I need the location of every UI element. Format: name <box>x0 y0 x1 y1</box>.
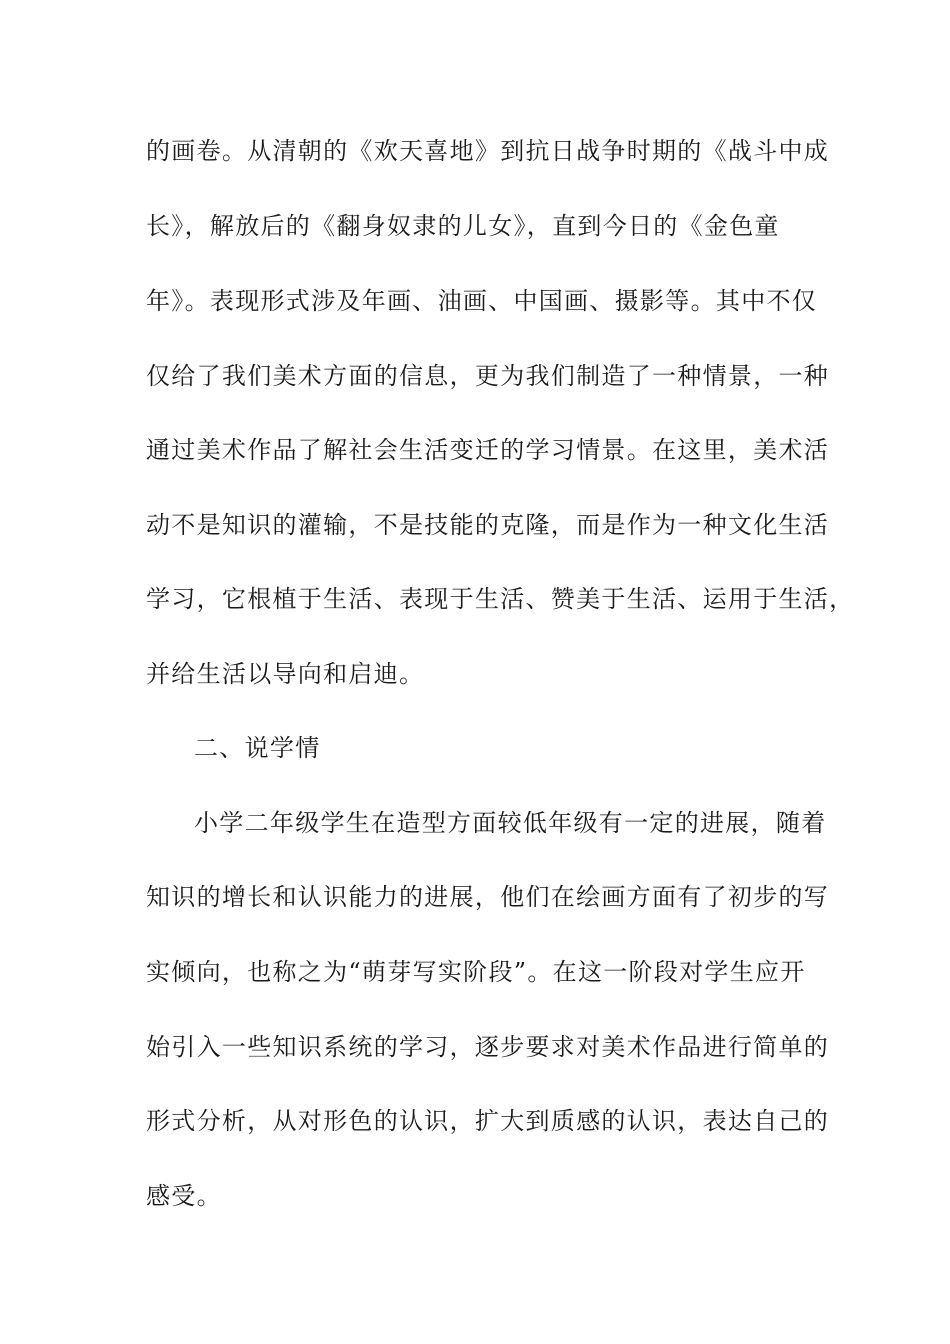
body-text-line: 始引入一些知识系统的学习，逐步要求对美术作品进行简单的 <box>146 1033 830 1061</box>
body-text-line: 并给生活以导向和启迪。 <box>146 660 425 688</box>
body-text-line: 形式分析，从对形色的认识，扩大到质感的认识，表达自己的 <box>146 1107 830 1135</box>
body-text-line: 年》。表现形式涉及年画、油画、中国画、摄影等。其中不仅 <box>146 287 818 315</box>
body-text-line: 学习，它根植于生活、表现于生活、赞美于生活、运用于生活， <box>146 585 855 613</box>
body-text-line: 长》，解放后的《翻身奴隶的儿女》，直到今日的《金色童 <box>146 212 780 240</box>
body-text-line: 知识的增长和认识能力的进展，他们在绘画方面有了初步的写 <box>146 883 830 911</box>
body-text-line: 小学二年级学生在造型方面较低年级有一定的进展，随着 <box>194 809 827 837</box>
body-text-line: 仅给了我们美术方面的信息，更为我们制造了一种情景，一种 <box>146 362 830 390</box>
body-text-line: 的画卷。从清朝的《欢天喜地》到抗日战争时期的《战斗中成 <box>146 137 830 165</box>
body-text-line: 感受。 <box>146 1182 222 1210</box>
body-text-line: 通过美术作品了解社会生活变迁的学习情景。在这里，美术活 <box>146 436 830 464</box>
body-text-line: 动不是知识的灌输，不是技能的克隆，而是作为一种文化生活 <box>146 511 830 539</box>
body-text-line: 实倾向，也称之为“萌芽写实阶段”。在这一阶段对学生应开 <box>146 958 806 986</box>
section-heading: 二、说学情 <box>194 734 321 762</box>
